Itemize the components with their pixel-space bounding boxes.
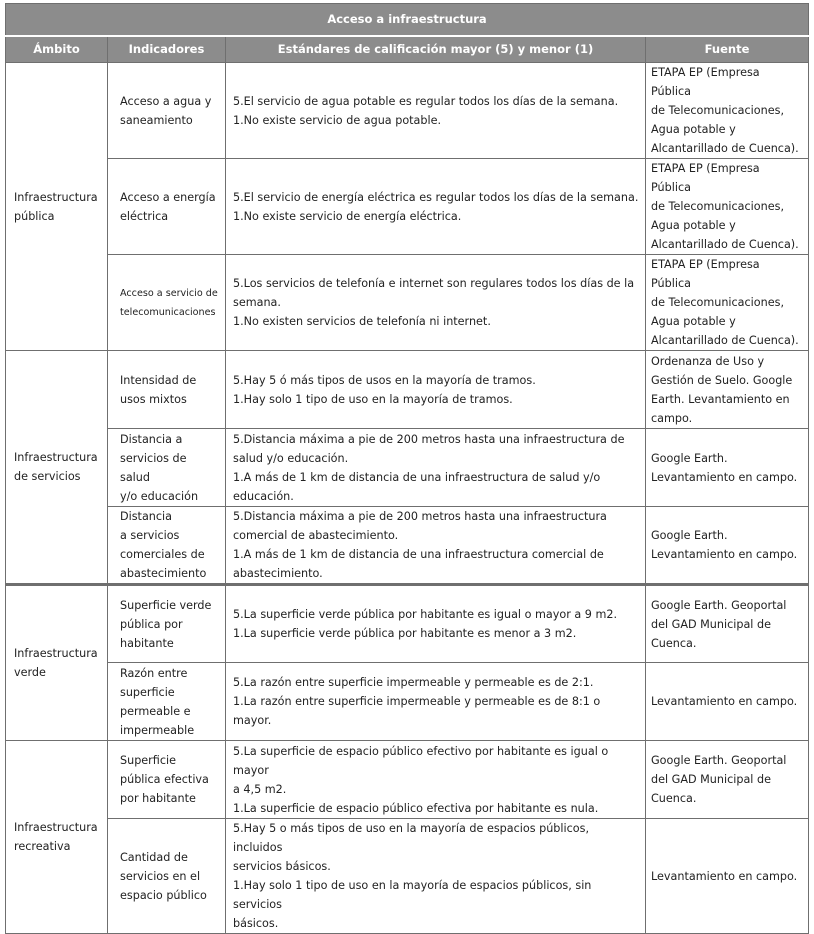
fuente-cell <box>646 63 809 159</box>
indicador-label: Acceso a servicio de telecomunicaciones <box>120 287 218 318</box>
estandar-text: 5.La razón entre superficie impermeable y permeable es de 2:1. 1.La razón entre superficie impermeable y permeable es de 8:1 o mayor. <box>233 676 601 727</box>
header-ambito: Ámbito <box>6 36 108 63</box>
ambito-label: Infraestructura recreativa <box>14 821 98 853</box>
indicador-label: Acceso a agua y saneamiento <box>120 94 212 127</box>
table-row <box>6 741 809 819</box>
indicador-cell <box>108 507 226 585</box>
fuente-cell <box>646 663 809 741</box>
table-row <box>6 159 809 255</box>
ambito-label: Infraestructura pública <box>14 190 98 223</box>
ambito-label: Infraestructura verde <box>14 647 98 679</box>
estandar-text: 5.Distancia máxima a pie de 200 metros hasta una infraestructura de salud y/o educación. 1.A más de 1 km de distancia de una infraestructura de salud y/o educación. <box>233 432 625 503</box>
indicador-cell <box>108 429 226 507</box>
ambito-cell <box>6 63 108 351</box>
indicador-cell <box>108 741 226 819</box>
indicador-cell <box>108 255 226 351</box>
header-fuente: Fuente <box>646 36 809 63</box>
estandar-cell <box>226 63 646 159</box>
indicador-cell <box>108 819 226 934</box>
fuente-text: Google Earth. Levantamiento en campo. <box>651 529 798 561</box>
fuente-text: ETAPA EP (Empresa Pública de Telecomunicaciones, Agua potable y Alcantarillado de Cuenca). <box>651 162 799 251</box>
estandar-cell <box>226 819 646 934</box>
fuente-cell <box>646 819 809 934</box>
estandar-text: 5.Hay 5 o más tipos de uso en la mayoría de espacios públicos, incluidos servicios básicos. 1.Hay solo 1 tipo de uso en la mayoría de espacios públicos, sin servicios básicos. <box>233 822 592 930</box>
estandar-text: 5.Hay 5 ó más tipos de usos en la mayoría de tramos. 1.Hay solo 1 tipo de uso en la mayoría de tramos. <box>233 373 536 406</box>
fuente-cell <box>646 159 809 255</box>
estandar-text: 5.El servicio de agua potable es regular todos los días de la semana. 1.No existe servicio de agua potable. <box>233 94 619 127</box>
indicador-label: Superficie verde pública por habitante <box>120 598 212 650</box>
ambito-label: Infraestructura de servicios <box>14 451 98 483</box>
fuente-cell <box>646 255 809 351</box>
header-estandares: Estándares de calificación mayor (5) y menor (1) <box>226 36 646 63</box>
indicador-label: Razón entre superficie permeable e impermeable <box>120 666 195 737</box>
table-title-row <box>6 4 809 37</box>
infrastructure-table-container <box>5 3 808 934</box>
table-row <box>6 351 809 429</box>
fuente-text: Levantamiento en campo. <box>651 869 798 883</box>
table-header-row <box>6 36 809 63</box>
fuente-text: Levantamiento en campo. <box>651 695 798 708</box>
table-row <box>6 663 809 741</box>
table-row <box>6 63 809 159</box>
fuente-text: Google Earth. Geoportal del GAD Municipal de Cuenca. <box>651 754 787 805</box>
indicador-cell <box>108 663 226 741</box>
fuente-text: Google Earth. Geoportal del GAD Municipal de Cuenca. <box>651 598 787 650</box>
indicador-label: Acceso a energía eléctrica <box>120 190 216 223</box>
indicador-cell <box>108 585 226 663</box>
table-title: Acceso a infraestructura <box>6 4 809 37</box>
estandar-text: 5.Distancia máxima a pie de 200 metros hasta una infraestructura comercial de abastecimiento. 1.A más de 1 km de distancia de una infraestructura comercial de abastecimiento. <box>233 510 607 580</box>
estandar-cell <box>226 663 646 741</box>
fuente-cell <box>646 585 809 663</box>
estandar-cell <box>226 429 646 507</box>
estandar-cell <box>226 255 646 351</box>
estandar-cell <box>226 159 646 255</box>
header-indicadores: Indicadores <box>108 36 226 63</box>
estandar-text: 5.El servicio de energía eléctrica es regular todos los días de la semana. 1.No existe servicio de energía eléctrica. <box>233 190 639 223</box>
indicador-label: Intensidad de usos mixtos <box>120 373 197 406</box>
estandar-cell <box>226 585 646 663</box>
table-row <box>6 255 809 351</box>
table-row <box>6 507 809 585</box>
fuente-cell <box>646 429 809 507</box>
indicador-label: Cantidad de servicios en el espacio público <box>120 850 207 902</box>
ambito-cell <box>6 741 108 934</box>
fuente-text: Ordenanza de Uso y Gestión de Suelo. Google Earth. Levantamiento en campo. <box>651 354 793 425</box>
ambito-cell <box>6 351 108 585</box>
indicador-cell <box>108 159 226 255</box>
ambito-cell <box>6 585 108 741</box>
fuente-text: Google Earth. Levantamiento en campo. <box>651 451 798 484</box>
fuente-text: ETAPA EP (Empresa Pública de Telecomunicaciones, Agua potable y Alcantarillado de Cuenca). <box>651 66 799 155</box>
fuente-cell <box>646 741 809 819</box>
estandar-text: 5.La superficie verde pública por habitante es igual o mayor a 9 m2. 1.La superficie verde pública por habitante es menor a 3 m2. <box>233 608 618 640</box>
infrastructure-table <box>5 3 809 934</box>
fuente-cell <box>646 507 809 585</box>
estandar-cell <box>226 741 646 819</box>
indicador-cell <box>108 63 226 159</box>
table-row <box>6 585 809 663</box>
fuente-cell <box>646 351 809 429</box>
estandar-cell <box>226 351 646 429</box>
table-row <box>6 429 809 507</box>
indicador-label: Superficie pública efectiva por habitante <box>120 754 209 805</box>
indicador-label: Distancia a servicios comerciales de abastecimiento <box>120 510 207 580</box>
indicador-cell <box>108 351 226 429</box>
table-row <box>6 819 809 934</box>
estandar-cell <box>226 507 646 585</box>
fuente-text: ETAPA EP (Empresa Pública de Telecomunicaciones, Agua potable y Alcantarillado de Cuenca). <box>651 258 799 347</box>
indicador-label: Distancia a servicios de salud y/o educación <box>120 432 199 503</box>
estandar-text: 5.La superficie de espacio público efectivo por habitante es igual o mayor a 4,5 m2. 1.La superficie de espacio público efectiva por habitante es nula. <box>233 744 609 815</box>
estandar-text: 5.Los servicios de telefonía e internet son regulares todos los días de la semana. 1.No existen servicios de telefonía ni internet. <box>233 277 635 328</box>
